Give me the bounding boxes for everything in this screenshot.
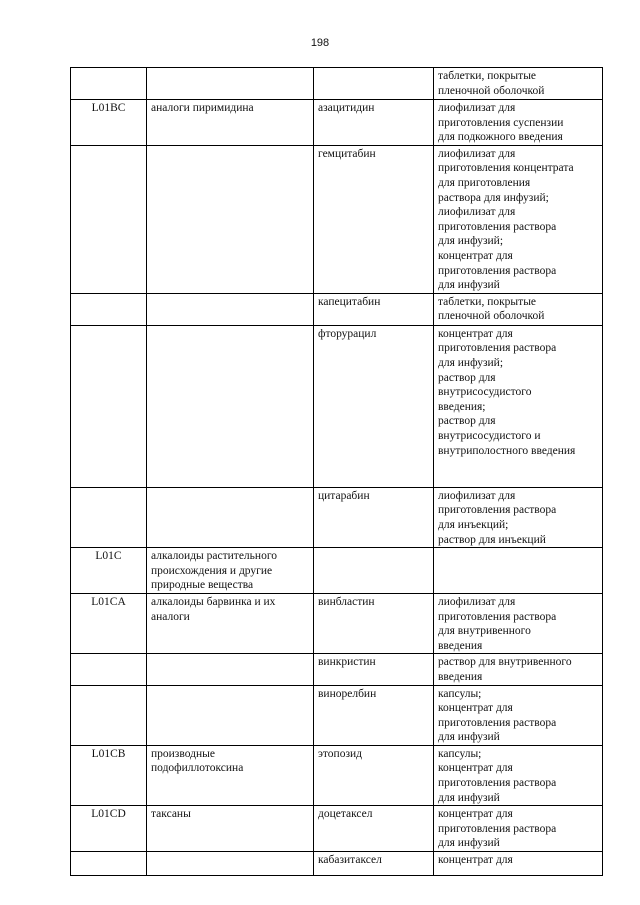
group-name-cell — [147, 145, 314, 293]
group-name-cell: алкалоиды барвинка и их аналоги — [147, 593, 314, 653]
dosage-forms-cell — [434, 654, 603, 685]
table-row — [71, 593, 603, 653]
dosage-form-line: пленочной оболочкой — [438, 310, 545, 323]
table-row — [71, 745, 603, 805]
dosage-form-line: приготовления раствора — [438, 610, 557, 623]
dosage-form-line: раствор для — [438, 415, 496, 428]
dosage-form-line: приготовления концентрата — [438, 162, 574, 175]
atc-code-cell: L01C — [71, 548, 147, 594]
atc-code-cell: L01CD — [71, 806, 147, 852]
dosage-form-line: введения — [438, 639, 483, 652]
dosage-forms-cell — [434, 745, 603, 805]
atc-code-cell — [71, 325, 147, 487]
drug-name-cell: азацитидин — [314, 100, 434, 146]
table-row — [71, 654, 603, 685]
group-name-cell — [147, 325, 314, 487]
table-row — [71, 852, 603, 876]
dosage-form-line: для инфузий — [438, 731, 500, 744]
drug-name-cell: кабазитаксел — [314, 852, 434, 876]
dosage-form-line: таблетки, покрытые — [438, 295, 537, 308]
drug-name-cell: винбластин — [314, 593, 434, 653]
atc-code-cell — [71, 852, 147, 876]
dosage-form-line: раствор для внутривенного — [438, 656, 572, 669]
dosage-forms-cell — [434, 685, 603, 745]
table-row — [71, 100, 603, 146]
atc-code-cell: L01BC — [71, 100, 147, 146]
atc-code-cell: L01CB — [71, 745, 147, 805]
dosage-form-line: раствор для инъекций — [438, 533, 546, 546]
drug-table — [70, 67, 603, 876]
dosage-form-line: концентрат для — [438, 249, 513, 262]
drug-name-cell: этопозид — [314, 745, 434, 805]
dosage-form-line: приготовления раствора — [438, 777, 557, 790]
drug-name-cell — [314, 68, 434, 100]
group-name-cell: алкалоиды растительного происхождения и другие природные вещества — [147, 548, 314, 594]
dosage-form-line: для инфузий — [438, 279, 500, 292]
dosage-form-line: приготовления раствора — [438, 342, 557, 355]
dosage-form-line: концентрат для — [438, 327, 513, 340]
drug-name-cell — [314, 548, 434, 594]
drug-name-cell: капецитабин — [314, 293, 434, 325]
dosage-form-line: внутрисосудистого — [438, 386, 532, 399]
atc-code-cell — [71, 145, 147, 293]
dosage-forms-cell — [434, 548, 603, 594]
dosage-form-line: приготовления раствора — [438, 822, 557, 835]
table-row — [71, 325, 603, 487]
dosage-form-line: для приготовления — [438, 176, 531, 189]
dosage-forms-cell — [434, 593, 603, 653]
dosage-form-line: для инъекций; — [438, 518, 509, 531]
group-name-cell: производные подофиллотоксина — [147, 745, 314, 805]
dosage-form-line: для инфузий; — [438, 235, 504, 248]
table-row — [71, 806, 603, 852]
atc-code-cell: L01CA — [71, 593, 147, 653]
dosage-form-line: лиофилизат для — [438, 102, 516, 114]
group-name-cell — [147, 487, 314, 547]
atc-code-cell — [71, 68, 147, 100]
dosage-form-line: приготовления раствора — [438, 220, 557, 233]
dosage-forms-cell — [434, 145, 603, 293]
dosage-form-line: лиофилизат для — [438, 206, 516, 219]
dosage-form-line: пленочной оболочкой — [438, 84, 545, 97]
atc-code-cell — [71, 487, 147, 547]
dosage-form-line: для инфузий — [438, 837, 500, 850]
table-row — [71, 68, 603, 100]
dosage-form-line: концентрат для — [438, 854, 513, 867]
table-row — [71, 548, 603, 594]
page-number: 198 — [310, 37, 330, 49]
dosage-form-line: приготовления суспензии — [438, 116, 564, 129]
drug-name-cell: гемцитабин — [314, 145, 434, 293]
dosage-form-line: внутрисосудистого и — [438, 429, 541, 442]
dosage-form-line: раствора для инфузий; — [438, 191, 549, 204]
dosage-forms-cell — [434, 68, 603, 100]
dosage-forms-cell — [434, 806, 603, 852]
group-name-cell — [147, 68, 314, 100]
table-row — [71, 145, 603, 293]
group-name-cell — [147, 852, 314, 876]
drug-name-cell: доцетаксел — [314, 806, 434, 852]
dosage-forms-cell — [434, 100, 603, 146]
drug-name-cell: винкристин — [314, 654, 434, 685]
dosage-form-line: введения; — [438, 400, 486, 413]
group-name-cell — [147, 685, 314, 745]
dosage-forms-cell — [434, 325, 603, 487]
dosage-form-line: концентрат для — [438, 702, 513, 715]
dosage-form-line: лиофилизат для — [438, 489, 516, 502]
dosage-form-line: капсулы; — [438, 687, 482, 700]
dosage-forms-cell — [434, 852, 603, 876]
dosage-form-line: раствор для — [438, 371, 496, 384]
drug-name-cell: фторурацил — [314, 325, 434, 487]
group-name-cell — [147, 293, 314, 325]
group-name-cell: аналоги пиримидина — [147, 100, 314, 146]
table-row — [71, 685, 603, 745]
dosage-form-line: концентрат для — [438, 808, 513, 821]
drug-name-cell: винорелбин — [314, 685, 434, 745]
table-row — [71, 293, 603, 325]
drug-name-cell: цитарабин — [314, 487, 434, 547]
dosage-form-line: лиофилизат для — [438, 147, 516, 160]
dosage-form-line: лиофилизат для — [438, 595, 516, 608]
dosage-form-line: внутриполостного введения — [438, 444, 576, 457]
dosage-form-line: приготовления раствора — [438, 716, 557, 729]
dosage-forms-cell — [434, 487, 603, 547]
dosage-form-line: для внутривенного — [438, 625, 531, 638]
atc-code-cell — [71, 293, 147, 325]
atc-code-cell — [71, 654, 147, 685]
dosage-form-line: для инфузий — [438, 791, 500, 804]
dosage-form-line: для подкожного введения — [438, 131, 563, 144]
dosage-form-line: введения — [438, 670, 483, 683]
dosage-form-line: для инфузий; — [438, 356, 504, 369]
dosage-forms-cell — [434, 293, 603, 325]
atc-code-cell — [71, 685, 147, 745]
dosage-form-line: таблетки, покрытые — [438, 70, 537, 82]
dosage-form-line: приготовления раствора — [438, 504, 557, 517]
group-name-cell — [147, 654, 314, 685]
table-row — [71, 487, 603, 547]
dosage-form-line: капсулы; — [438, 747, 482, 760]
group-name-cell: таксаны — [147, 806, 314, 852]
dosage-form-line: концентрат для — [438, 762, 513, 775]
dosage-form-line: приготовления раствора — [438, 264, 557, 277]
